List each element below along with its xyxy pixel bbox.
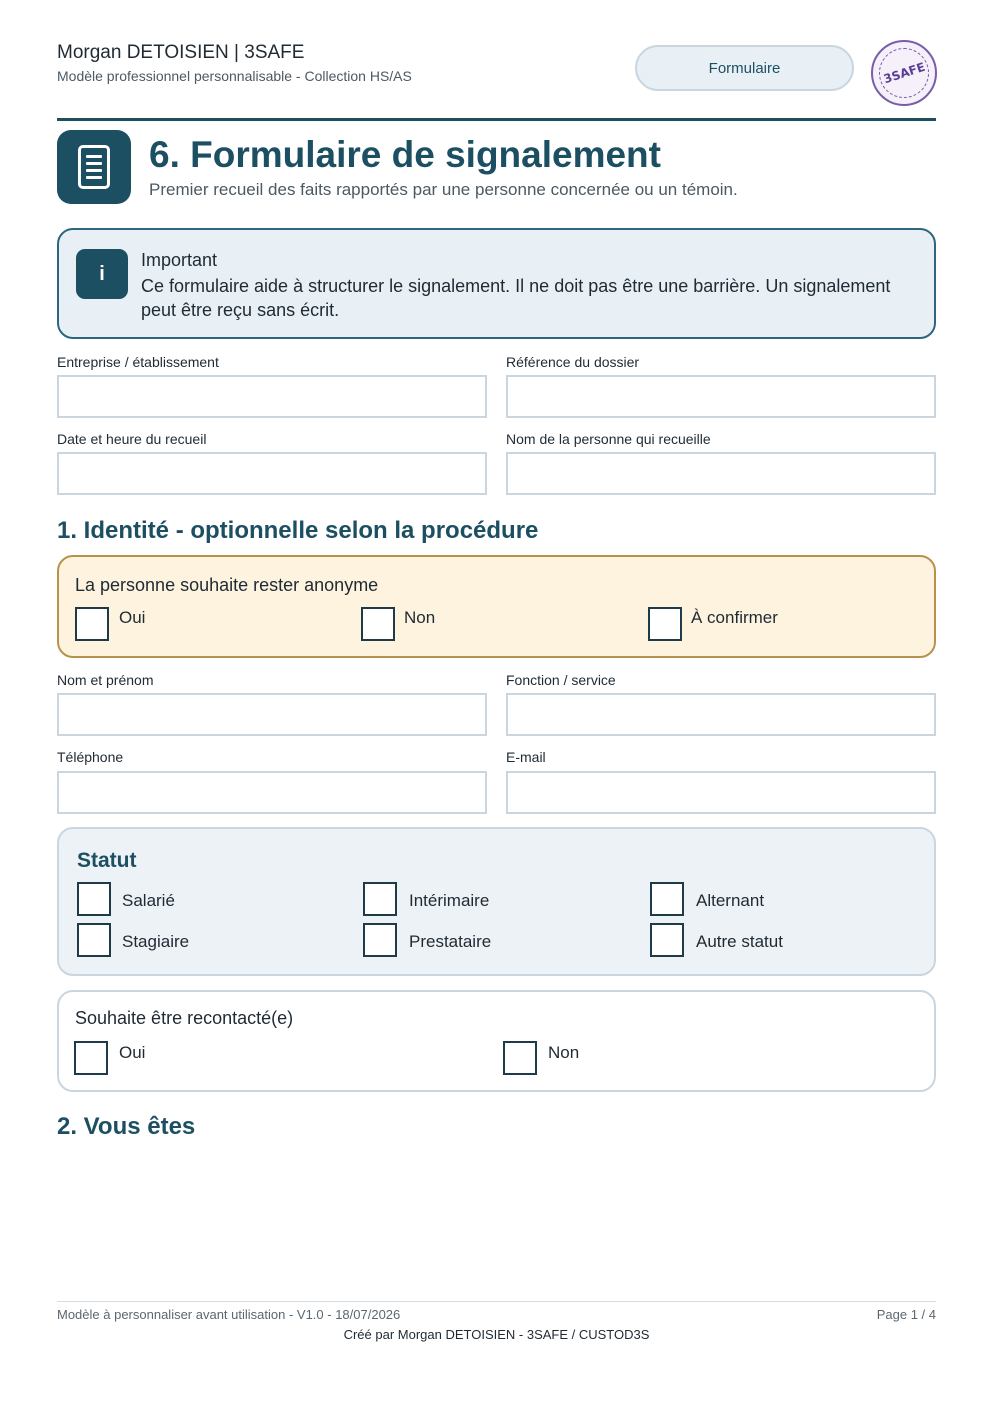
anonymity-question: La personne souhaite rester anonyme (75, 575, 379, 595)
notice-title: Important (141, 250, 218, 270)
phone-label: Téléphone (57, 749, 124, 765)
anonymity-box (57, 555, 936, 658)
status-apprentice-checkbox[interactable] (650, 882, 684, 916)
anonymous-yes-label: Oui (119, 608, 146, 627)
collection-date-field[interactable] (57, 452, 487, 495)
phone-field[interactable] (57, 771, 487, 814)
status-employee-checkbox[interactable] (77, 882, 111, 916)
section-identity-heading: 1. Identité - optionnelle selon la procédure (57, 517, 539, 544)
page-title: 6. Formulaire de signalement (149, 134, 661, 175)
status-temp-worker-label: Intérimaire (409, 891, 490, 910)
seal-ring (879, 48, 929, 98)
important-notice (57, 228, 936, 339)
info-icon: i (76, 249, 128, 299)
brand-seal-logo (871, 40, 937, 106)
anonymous-no-checkbox[interactable] (361, 607, 395, 641)
status-title: Statut (77, 849, 137, 872)
document-icon-shape (78, 145, 110, 189)
document-icon (57, 130, 131, 204)
header-divider (57, 118, 936, 121)
status-temp-worker-checkbox[interactable] (363, 882, 397, 916)
contact-yes-checkbox[interactable] (74, 1041, 108, 1075)
contact-no-label: Non (548, 1043, 580, 1062)
anonymous-yes-checkbox[interactable] (75, 607, 109, 641)
footer-divider (57, 1301, 936, 1302)
status-intern-label: Stagiaire (122, 932, 190, 951)
full-name-label: Nom et prénom (57, 672, 154, 688)
document-type-badge: Formulaire (635, 45, 854, 91)
job-function-field[interactable] (506, 693, 936, 736)
footer-version: Modèle à personnaliser avant utilisation - V1.0 - 18/07/2026 (57, 1307, 401, 1322)
footer-credit: Créé par Morgan DETOISIEN - 3SAFE / CUSTOD3S (343, 1327, 650, 1342)
job-function-label: Fonction / service (506, 672, 616, 688)
status-intern-checkbox[interactable] (77, 923, 111, 957)
anonymous-no-label: Non (404, 608, 436, 627)
status-box (57, 827, 936, 976)
status-other-label: Autre statut (696, 932, 783, 951)
status-apprentice-label: Alternant (696, 891, 765, 910)
anonymous-tbc-label: À confirmer (691, 608, 778, 627)
contact-preference-box (57, 990, 936, 1092)
status-contractor-checkbox[interactable] (363, 923, 397, 957)
company-label: Entreprise / établissement (57, 354, 219, 370)
company-field[interactable] (57, 375, 487, 418)
collection-date-label: Date et heure du recueil (57, 431, 207, 447)
status-employee-label: Salarié (122, 891, 175, 910)
file-reference-field[interactable] (506, 375, 936, 418)
full-name-field[interactable] (57, 693, 487, 736)
anonymous-tbc-checkbox[interactable] (648, 607, 682, 641)
file-reference-label: Référence du dossier (506, 354, 640, 370)
contact-yes-label: Oui (119, 1043, 146, 1062)
page-subtitle: Premier recueil des faits rapportés par une personne concernée ou un témoin. (149, 180, 738, 199)
footer-page-number: Page 1 / 4 (876, 1307, 936, 1322)
seal-text: 3SAFE (881, 59, 927, 87)
email-field[interactable] (506, 771, 936, 814)
header-subtitle: Modèle professionnel personnalisable - Collection HS/AS (57, 68, 412, 84)
contact-question: Souhaite être recontacté(e) (75, 1008, 294, 1028)
header-author: Morgan DETOISIEN | 3SAFE (57, 42, 305, 63)
form-page (57, 0, 936, 1403)
section-you-are-heading: 2. Vous êtes (57, 1113, 196, 1140)
notice-text: Ce formulaire aide à structurer le signalement. Il ne doit pas être une barrière. Un signalement peut être reçu sans écrit. (141, 276, 891, 320)
contact-no-checkbox[interactable] (503, 1041, 537, 1075)
status-other-checkbox[interactable] (650, 923, 684, 957)
status-contractor-label: Prestataire (409, 932, 492, 951)
collector-name-label: Nom de la personne qui recueille (506, 431, 711, 447)
email-label: E-mail (506, 749, 546, 765)
collector-name-field[interactable] (506, 452, 936, 495)
